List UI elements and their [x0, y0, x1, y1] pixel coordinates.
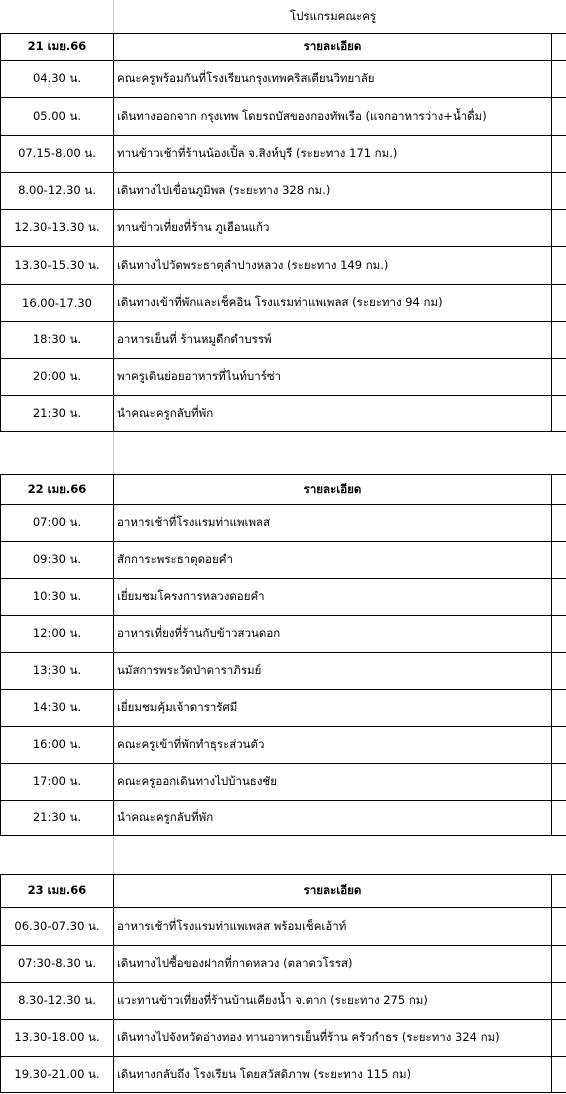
schedule-detail: นำคณะครูกลับที่พัก: [114, 801, 552, 835]
schedule-row: [0, 579, 566, 616]
schedule-time: 07.15-8.00 น.: [0, 136, 114, 172]
schedule-time: 13.30-15.30 น.: [0, 247, 114, 284]
schedule-row: [0, 322, 566, 359]
schedule-time: 8.00-12.30 น.: [0, 173, 114, 209]
schedule-detail: นำคณะครูกลับที่พัก: [114, 396, 552, 431]
schedule-time: 06.30-07.30 น.: [0, 908, 114, 945]
schedule-time: 07:00 น.: [0, 505, 114, 541]
schedule-detail: เดินทางกลับถึง โรงเรียน โดยสวัสดิภาพ (ระยะทาง 115 กม): [114, 1057, 552, 1092]
detail-header: รายละเอียด: [114, 34, 552, 60]
title-spacer: [0, 0, 114, 33]
schedule-time: 14:30 น.: [0, 690, 114, 726]
schedule-time: 05.00 น.: [0, 98, 114, 135]
schedule-detail: คณะครูพร้อมกันที่โรงเรียนกรุงเทพคริสเตียนวิทยาลัย: [114, 61, 552, 97]
schedule-time: 07:30-8.30 น.: [0, 946, 114, 982]
schedule-detail: เยี่ยมชมคุ้มเจ้าดารารัศมี: [114, 690, 552, 726]
schedule-row: [0, 136, 566, 173]
day-date: 23 เมย.66: [0, 875, 114, 907]
schedule-detail: เยี่ยมชมโครงการหลวงดอยคำ: [114, 579, 552, 615]
day-header-row: [0, 874, 566, 908]
detail-header: รายละเอียด: [114, 475, 552, 504]
schedule-time: 12.30-13.30 น.: [0, 210, 114, 246]
schedule-row: [0, 653, 566, 690]
schedule-detail: อาหารเย็นที่ ร้านหมูดีกดำบรรพ์: [114, 322, 552, 358]
schedule-row: [0, 946, 566, 983]
schedule-row: [0, 983, 566, 1020]
schedule-detail: อาหารเช้าที่โรงแรมท่าแพเพลส พร้อมเช็คเอ้าท์: [114, 908, 552, 945]
schedule-time: 21:30 น.: [0, 396, 114, 431]
schedule-row: [0, 247, 566, 285]
schedule-row: [0, 1057, 566, 1093]
schedule-row: [0, 908, 566, 946]
day-header-row: [0, 474, 566, 505]
schedule-time: 13.30-18.00 น.: [0, 1020, 114, 1056]
schedule-detail: ทานข้าวเช้าที่ร้านน้องเปิ้ล จ.สิงห์บุรี (ระยะทาง 171 กม.): [114, 136, 552, 172]
schedule-row: [0, 173, 566, 210]
schedule-row: [0, 359, 566, 396]
schedule-row: [0, 285, 566, 322]
schedule-time: 21:30 น.: [0, 801, 114, 835]
schedule-time: 20:00 น.: [0, 359, 114, 395]
schedule-time: 09:30 น.: [0, 542, 114, 578]
spacer-row: [0, 432, 566, 474]
schedule-time: 12:00 น.: [0, 616, 114, 652]
schedule-row: [0, 542, 566, 579]
schedule-time: 13:30 น.: [0, 653, 114, 689]
schedule-row: [0, 616, 566, 653]
schedule-row: [0, 801, 566, 836]
schedule-detail: อาหารเช้าที่โรงแรมท่าแพเพลส: [114, 505, 552, 541]
day-date: 21 เมย.66: [0, 34, 114, 60]
schedule-row: [0, 690, 566, 727]
schedule-time: 18:30 น.: [0, 322, 114, 358]
schedule-detail: ทานข้าวเที่ยงที่ร้าน ภูเฮือนแก้ว: [114, 210, 552, 246]
day-header-row: [0, 33, 566, 61]
schedule-row: [0, 1020, 566, 1057]
schedule-time: 10:30 น.: [0, 579, 114, 615]
schedule-time: 16:00 น.: [0, 727, 114, 763]
schedule-row: [0, 505, 566, 542]
schedule-row: [0, 396, 566, 432]
schedule-detail: อาหารเที่ยงที่ร้านกับข้าวสวนดอก: [114, 616, 552, 652]
schedule-detail: คณะครูออกเดินทางไปบ้านธงชัย: [114, 764, 552, 800]
schedule-detail: เดินทางไปเขื่อนภูมิพล (ระยะทาง 328 กม.): [114, 173, 552, 209]
schedule-row: [0, 210, 566, 247]
schedule-row: [0, 61, 566, 98]
schedule-time: 16.00-17.30: [0, 285, 114, 321]
detail-header: รายละเอียด: [114, 875, 552, 907]
schedule-detail: เดินทางเข้าที่พักและเช็คอิน โรงแรมท่าแพเพลส (ระยะทาง 94 กม): [114, 285, 552, 321]
schedule-detail: เดินทางไปจังหวัดอ่างทอง ทานอาหารเย็นที่ร้าน ครัวกำธร (ระยะทาง 324 กม): [114, 1020, 552, 1056]
schedule-time: 17:00 น.: [0, 764, 114, 800]
schedule-row: [0, 727, 566, 764]
schedule-time: 19.30-21.00 น.: [0, 1057, 114, 1092]
spacer-cell: [0, 432, 114, 474]
schedule-detail: นมัสการพระวัดป่าดาราภิรมย์: [114, 653, 552, 689]
schedule-detail: คณะครูเข้าที่พักทำธุระส่วนตัว: [114, 727, 552, 763]
schedule-detail: เดินทางไปซื้อของฝากที่กาดหลวง (ตลาดวโรรส): [114, 946, 552, 982]
spacer-row: [0, 836, 566, 874]
schedule-row: [0, 764, 566, 801]
schedule-detail: พาครูเดินย่อยอาหารที่ไนท์บาร์ซ่า: [114, 359, 552, 395]
title-row: [0, 0, 566, 33]
schedule-time: 8.30-12.30 น.: [0, 983, 114, 1019]
program-title: โปรแกรมคณะครู: [289, 8, 377, 23]
schedule-row: [0, 98, 566, 136]
schedule-detail: เดินทางออกจาก กรุงเทพ โดยรถบัสของกองทัพเรือ (แจกอาหารว่าง+น้ำดื่ม): [114, 98, 552, 135]
schedule-detail: สักการะพระธาตุดอยคำ: [114, 542, 552, 578]
day-date: 22 เมย.66: [0, 475, 114, 504]
schedule-detail: เดินทางไปวัดพระธาตุลำปางหลวง (ระยะทาง 149 กม.): [114, 247, 552, 284]
spacer-cell: [0, 836, 114, 874]
schedule-time: 04.30 น.: [0, 61, 114, 97]
schedule-detail: แวะทานข้าวเที่ยงที่ร้านบ้านเคียงน้ำ จ.ตาก (ระยะทาง 275 กม): [114, 983, 552, 1019]
